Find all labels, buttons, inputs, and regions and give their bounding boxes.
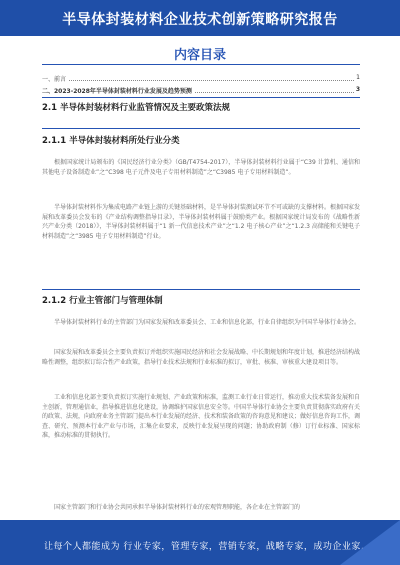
- toc-entry-page: 3: [355, 86, 360, 93]
- toc-entry-label: 一、前言: [42, 76, 67, 83]
- toc-heading: 内容目录: [173, 48, 226, 63]
- toc-leader-dots: [42, 80, 354, 81]
- body-paragraph: 工业和信息化部主要负责拟订实施行业规划、产业政策和标准，监测工业行业日常运行，推动重大技术装备发展和自主创新，管理通信业，指导推进信息化建设，协调维护国家信息安全等。中国半导体行业协会主要负责贯彻落实政府有关的政策、法规，向政府业务主管部门提出本行业发展的经济、技术和装备政策的咨询意见和建议；做好信息咨询工作，调查、研究、预测本行业产业与市场，汇集企业要求，反映行业发展呈现的问题；协助政府制（修）订行业标准、国家标准，推动标准的贯彻执行。: [42, 394, 360, 439]
- subsection-title: 2.1.2 行业主管部门与管理体制: [42, 296, 163, 306]
- toc-divider: [42, 64, 360, 65]
- toc-entry[interactable]: [42, 86, 360, 96]
- section-divider: [42, 128, 360, 129]
- toc-entry-label: 二、2023-2028年半导体封装材料行业发展及趋势预测: [42, 88, 192, 95]
- report-title: 半导体封装材料企业技术创新策略研究报告: [62, 12, 338, 28]
- section-divider: [42, 97, 360, 98]
- body-paragraph: 国家主管部门和行业协会共同承担半导体封装材料行业的宏观管理职能，各企业在主管部门的: [54, 504, 301, 511]
- toc-entry-page: 1: [356, 74, 360, 81]
- page-header-bar: [0, 0, 400, 36]
- footer-slogan: 让每个人都能成为 行业专家，管理专家，营销专家，战略专家，成功企业家……: [44, 542, 380, 552]
- body-paragraph: 国家发展和改革委员会主要负责拟订并组织实施国民经济和社会发展战略、中长期规划和年度计划，推进经济结构战略性调整，组织拟订综合性产业政策，指导行业技术法规和行业标准的拟订，审批、核准、审核重大建设项目等。: [42, 349, 360, 366]
- footer-accent-shape: [340, 520, 400, 565]
- toc-entry[interactable]: [42, 74, 360, 84]
- section-title: 2.1 半导体封装材料行业监管情况及主要政策法规: [42, 103, 231, 113]
- body-paragraph: 根据国家统计局颁布的《国民经济行业分类》（GB/T4754-2017），半导体封装材料行业属于“C39 计算机、通信和其他电子设备制造业”之“C398 电子元件及电子专用材料制造”之“C3985 电子专用材料制造”。: [42, 159, 360, 176]
- body-paragraph: 半导体封装材料行业的主管部门为国家发展和改革委员会、工业和信息化部，行业自律组织为中国半导体行业协会。: [54, 319, 360, 326]
- subsection-title: 2.1.1 半导体封装材料所处行业分类: [42, 136, 180, 146]
- section-divider: [42, 289, 360, 290]
- body-paragraph: 半导体封装材料作为集成电路产业链上游的关键基础材料，是半导体封装测试环节不可或缺的支撑材料。根据国家发展和改革委员会发布的《产业结构调整指导目录》，半导体封装材料属于鼓励类产业。根据国家统计局发布的《战略性新兴产业分类（2018）》，半导体封装材料属于“1 新一代信息技术产业”之“1.2 电子核心产业”之“1.2.3 高储能和关键电子材料制造”之“3985 电子专用材料制造”行业。: [42, 204, 360, 240]
